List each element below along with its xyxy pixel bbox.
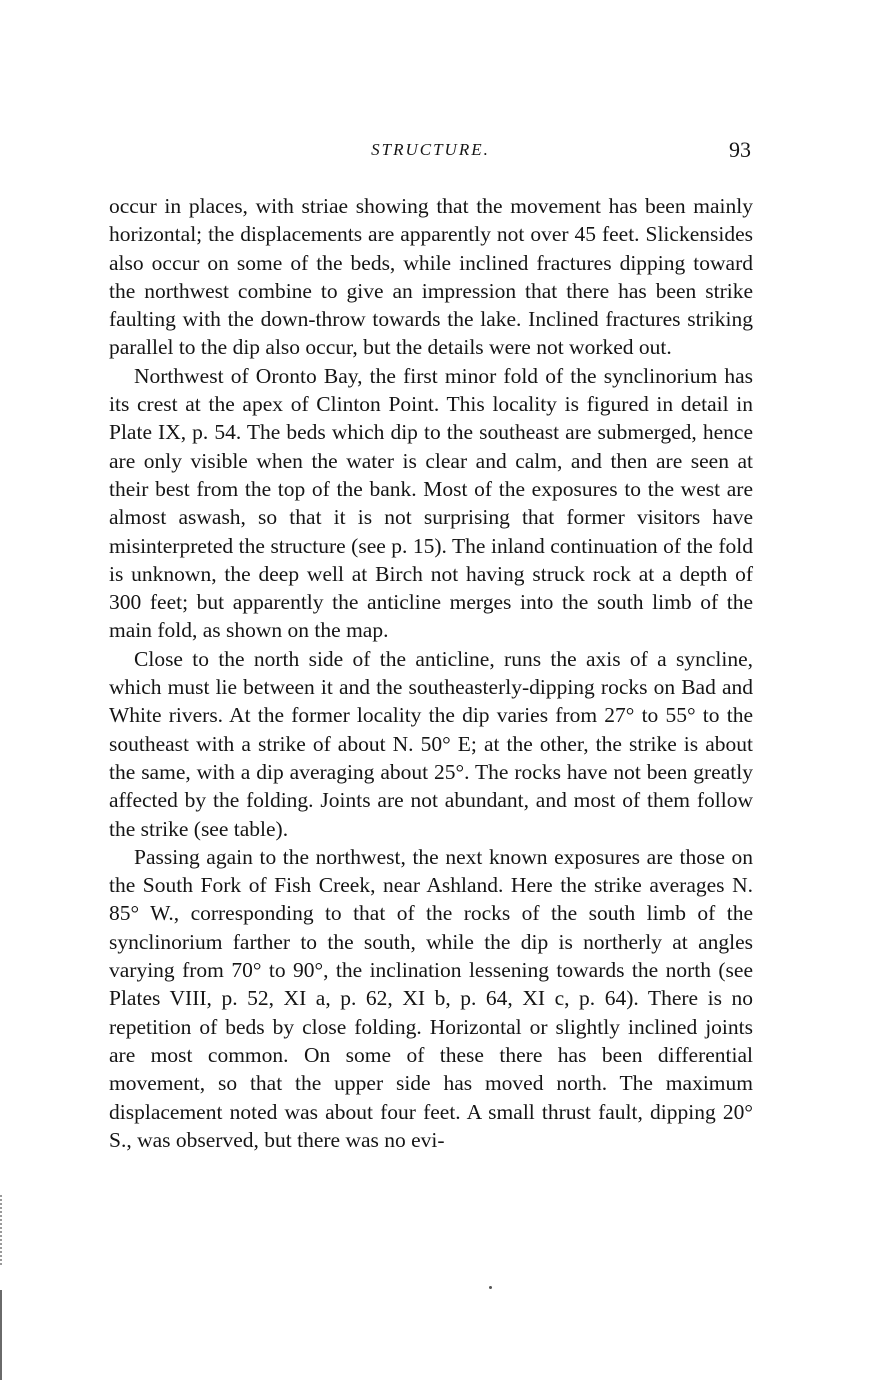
running-title: STRUCTURE. [371,140,490,159]
scan-margin-mark [0,1195,12,1265]
paragraph: occur in places, with striae showing that the movement has been mainly horizontal; the displacements are apparently not over 45 feet. Slickensides also occur on some of the beds, while inclined fractures dipping toward the northwest combine to give an impression that there has been strike faulting with the down-throw towards the lake. Inclined fractures striking parallel to the dip also occur, but the details were not worked out. [109,194,753,360]
scan-speck [489,1286,492,1289]
paragraph: Close to the north side of the anticline, runs the axis of a syncline, which must lie between it and the southeasterly-dipping rocks on Bad and White rivers. At the former locality the dip varies from 27° to 55° to the southeast with a strike of about N. 50° E; at the other, the strike is about the same, with a dip averaging about 25°. The rocks have not been greatly affected by the folding. Joints are not abundant, and most of them follow the strike (see table). [109,646,753,841]
page-number: 93 [729,137,751,162]
running-head [108,137,753,168]
body-text [109,192,753,1154]
paragraph: Northwest of Oronto Bay, the first minor fold of the synclinorium has its crest at the apex of Clinton Point. This locality is figured in detail in Plate IX, p. 54. The beds which dip to the southeast are submerged, hence are only visible when the water is clear and calm, and then are seen at their best from the top of the bank. Most of the exposures to the west are almost aswash, so that it is not surprising that former visitors have misinterpreted the structure (see p. 15). The inland continuation of the fold is unknown, the deep well at Birch not having struck rock at a depth of 300 feet; but apparently the anticline merges into the south limb of the main fold, as shown on the map. [109,363,753,643]
scan-margin-rule [0,1290,2,1380]
paragraph: Passing again to the northwest, the next known exposures are those on the South Fork of Fish Creek, near Ashland. Here the strike averages N. 85° W., corresponding to that of the rocks of the south limb of the synclinorium farther to the south, while the dip is northerly at angles varying from 70° to 90°, the inclination lessening towards the north (see Plates VIII, p. 52, XI a, p. 62, XI b, p. 64, XI c, p. 64). There is no repetition of beds by close folding. Horizontal or slightly inclined joints are most common. On some of these there has been differential movement, so that the upper side has moved north. The maximum displacement noted was about four feet. A small thrust fault, dipping 20° S., was observed, but there was no evi- [109,844,753,1152]
